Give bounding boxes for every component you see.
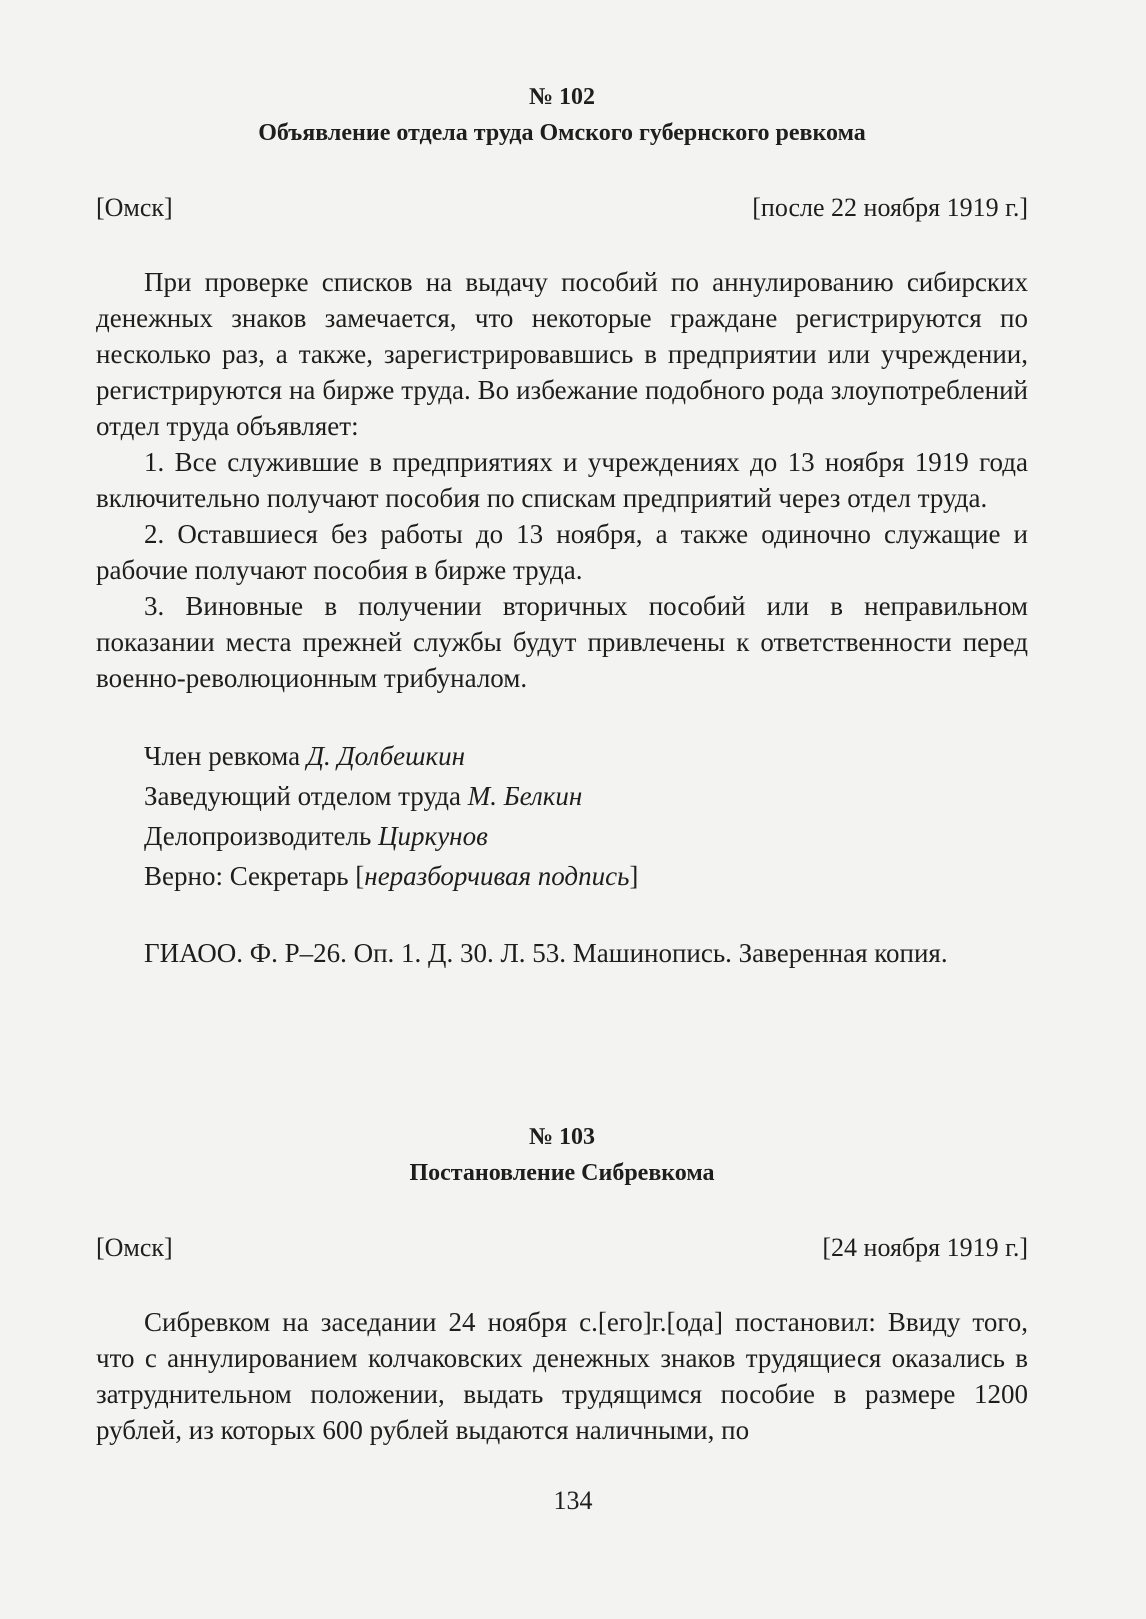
signature-role: Член ревкома — [144, 741, 307, 771]
signature-line — [144, 776, 1028, 816]
doc-103-place-date — [96, 1232, 1028, 1264]
signature-line — [144, 736, 1028, 776]
document-102 — [96, 82, 1028, 972]
signature-line — [144, 856, 1028, 896]
doc-102-item-3: 3. Виновные в получении вторичных пособий или в неправильном показании места прежней службы будут привлечены к ответственности перед военно-революционным трибуналом. — [96, 591, 1028, 693]
signature-role: Заведующий отделом труда — [144, 781, 468, 811]
signature-suffix: ] — [629, 861, 639, 891]
doc-102-signatures — [96, 736, 1028, 896]
doc-102-number: № 102 — [528, 84, 596, 110]
doc-102-place-date — [96, 192, 1028, 224]
doc-103-place: [Омск] — [96, 1233, 173, 1262]
doc-102-date: [после 22 ноября 1919 г.] — [752, 193, 1028, 222]
signature-line — [144, 816, 1028, 856]
doc-102-item-1: 1. Все служившие в предприятиях и учреждениях до 13 ноября 1919 года включительно получают пособия по спискам предприятий через отдел труда. — [96, 447, 1028, 513]
doc-102-title: Объявление отдела труда Омского губернского ревкома — [258, 120, 866, 146]
doc-102-paragraph-intro: При проверке списков на выдачу пособий по аннулированию сибирских денежных знаков замечается, что некоторые граждане регистрируются по несколько раз, а также, зарегистрировавшись в предприятии или учреждении, регистрируются на бирже труда. Во избежание подобного рода злоупотреблений отдел труда объявляет: — [96, 267, 1028, 441]
doc-102-item-2: 2. Оставшиеся без работы до 13 ноября, а также одиночно служащие и рабочие получают пособия в бирже труда. — [96, 519, 1028, 585]
signature-name: Д. Долбешкин — [306, 741, 466, 771]
document-103 — [96, 1122, 1028, 1448]
signature-name: неразборчивая подпись — [364, 861, 630, 891]
doc-103-paragraph: Сибревком на заседании 24 ноября с.[его]г.[ода] постановил: Ввиду того, что с аннулированием колчаковских денежных знаков трудящиеся оказались в затруднительном положении, выдать трудящимся пособие в размере 1200 рублей, из которых 600 рублей выдаются наличными, по — [96, 1307, 1028, 1445]
doc-102-archive-reference: ГИАОО. Ф. Р–26. Оп. 1. Д. 30. Л. 53. Машинопись. Заверенная копия. — [144, 938, 948, 968]
signature-role: Делопроизводитель — [144, 821, 379, 851]
page-number: 134 — [553, 1486, 593, 1515]
signature-name: Циркунов — [378, 821, 488, 851]
doc-103-date: [24 ноября 1919 г.] — [822, 1233, 1028, 1262]
doc-103-title: Постановление Сибревкома — [409, 1160, 715, 1186]
signature-name: М. Белкин — [467, 781, 583, 811]
doc-103-number: № 103 — [528, 1124, 596, 1150]
signature-role: Верно: Секретарь [ — [144, 861, 365, 891]
doc-102-place: [Омск] — [96, 193, 173, 222]
